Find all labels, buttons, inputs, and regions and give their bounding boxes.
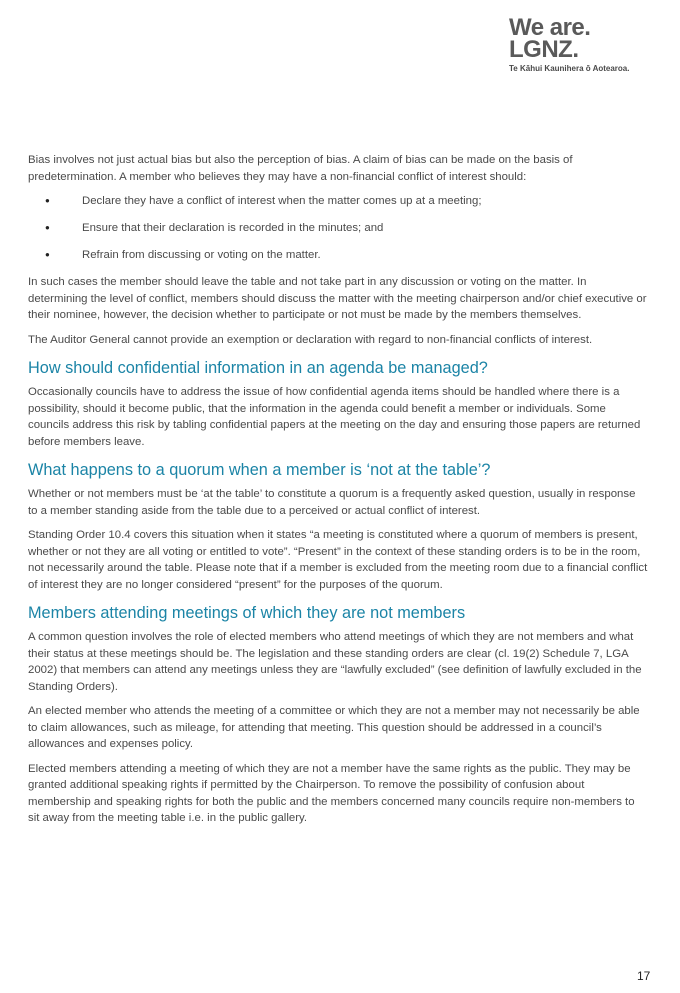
list-item: ● Declare they have a conflict of interest when the matter comes up at a meeting;	[28, 193, 648, 209]
confidential-paragraph: Occasionally councils have to address the issue of how confidential agenda items should be handled where there is a possibility, should it become public, that the information in the agenda could benefit a member or individuals. Some councils address this risk by tabling confidential papers at the meeting on the day and ensuring those papers are returned before members leave.	[28, 386, 641, 448]
quorum-paragraph-1: Whether or not members must be ‘at the table’ to constitute a quorum is a frequently asked question, usually in response to a member standing aside from the table due to a perceived or actual conflict of interest.	[28, 488, 636, 517]
intro-paragraph-2: In such cases the member should leave the table and not take part in any discussion or voting on the matter. In determining the level of conflict, members should discuss the matter with the meeting chairperson and/or chief executive or their nominee, however, the decision whether to participate or not must be made by the members themselves.	[28, 276, 647, 321]
quorum-paragraph-2: Standing Order 10.4 covers this situation when it states “a meeting is constituted where a quorum of members is present, whether or not they are all voting or entitled to vote”. “Present” in the context of these standing orders is to be in the room, not necessarily around the table. Please note that if a member is excluded from the meeting room due to a financial conflict of interest they are no longer considered “present” for the purposes of the quorum.	[28, 529, 648, 591]
non-members-paragraph-3: Elected members attending a meeting of which they are not a member have the same rights as the public. They may be granted additional speaking rights if permitted by the Chairperson. To remove the possibility of confusion about membership and speaking rights for both the public and the members concerned many councils require non-members to sit away from the meeting table i.e. in the public gallery.	[28, 762, 635, 824]
logo-line-2: LGNZ.	[509, 36, 579, 63]
lgnz-logo	[509, 14, 669, 73]
conflict-actions-list	[28, 193, 648, 263]
intro-paragraph-1: Bias involves not just actual bias but also the perception of bias. A claim of bias can be made on the basis of predetermination. A member who believes they may have a non-financial conflict of interest should:	[28, 154, 573, 183]
intro-paragraph-3: The Auditor General cannot provide an exemption or declaration with regard to non-financial conflicts of interest.	[28, 333, 593, 346]
section-heading-quorum: What happens to a quorum when a member is ‘not at the table’?	[28, 461, 491, 479]
non-members-paragraph-1: A common question involves the role of elected members who attend meetings of which they are not members and what their status at these meetings should be. The legislation and these standing orders are clear (cl. 19(2) Schedule 7, LGA 2002) that members can attend any meetings unless they are “lawfully excluded” (see definition of lawfully excluded in the Standing Orders).	[28, 631, 642, 693]
logo-tagline: Te Kāhui Kaunihera ō Aotearoa.	[509, 64, 630, 73]
section-heading-confidential: How should confidential information in an agenda be managed?	[28, 359, 488, 377]
logo-line-1: We are.	[509, 14, 591, 41]
page-number: 17	[637, 969, 651, 983]
list-item: ● Ensure that their declaration is recorded in the minutes; and	[28, 220, 648, 236]
list-item: ● Refrain from discussing or voting on the matter.	[28, 247, 648, 263]
section-heading-non-members: Members attending meetings of which they are not members	[28, 604, 466, 622]
document-body	[28, 152, 648, 835]
non-members-paragraph-2: An elected member who attends the meeting of a committee or which they are not a member may not necessarily be able to claim allowances, such as mileage, for attending that meeting. This question should be addressed in a council’s allowances and expenses policy.	[28, 705, 640, 750]
